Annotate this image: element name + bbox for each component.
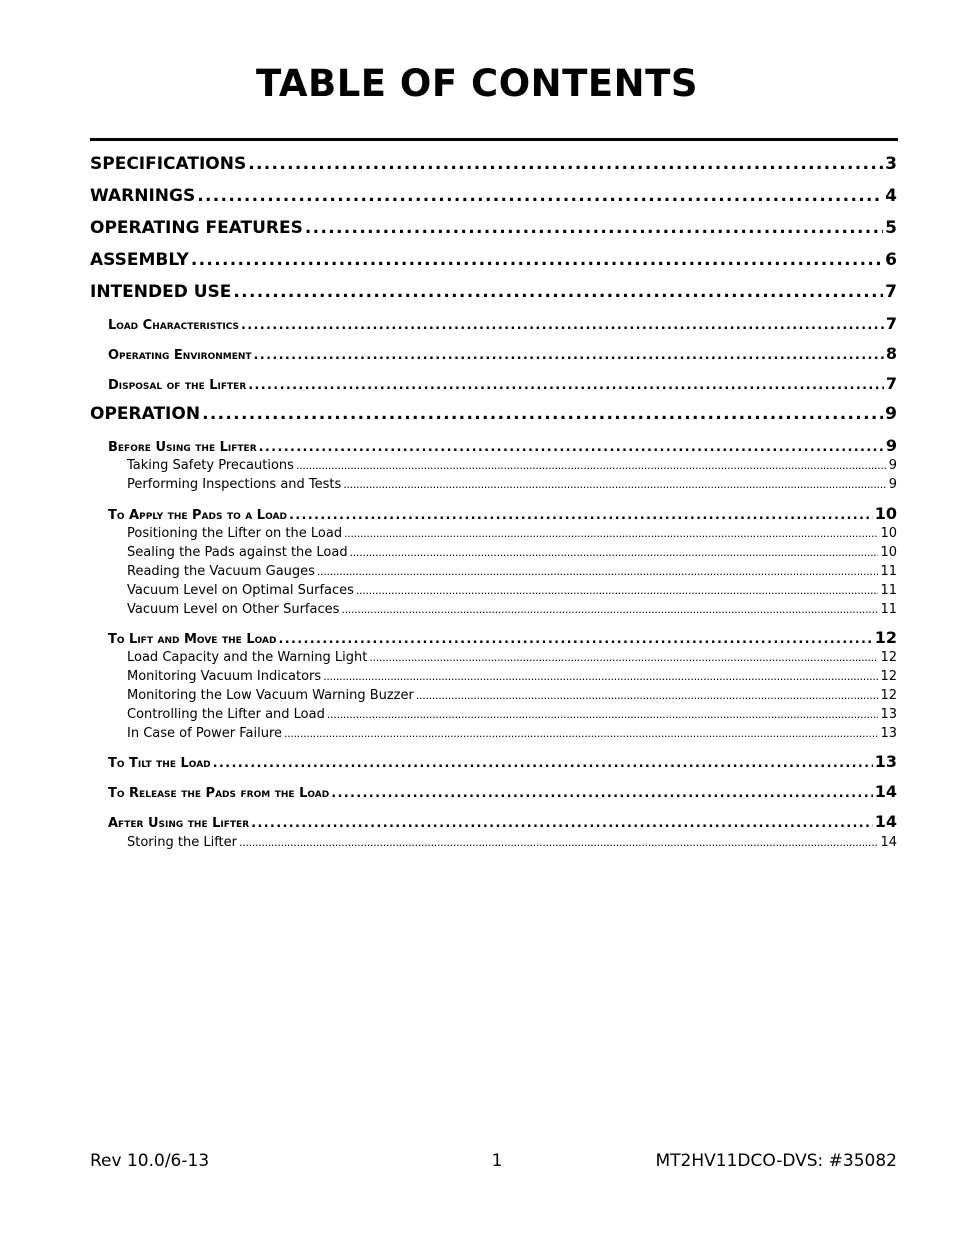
dot-leader xyxy=(350,545,879,560)
dot-leader xyxy=(289,508,873,523)
toc-label: In Case of Power Failure xyxy=(127,726,283,741)
toc-label: After Using the Lifter xyxy=(108,816,250,831)
toc-entry-monitoring-the-low-vacuum-warning-buzzer[interactable] xyxy=(127,688,897,706)
toc-page: 10 xyxy=(874,504,897,523)
toc-label: To Tilt the Load xyxy=(108,756,211,771)
toc-entry-monitoring-vacuum-indicators[interactable] xyxy=(127,669,897,687)
toc-label: To Release the Pads from the Load xyxy=(108,786,330,801)
toc-label: Positioning the Lifter on the Load xyxy=(127,526,343,541)
toc-entry-to-tilt-the-load[interactable] xyxy=(108,752,897,772)
toc-label: Vacuum Level on Optimal Surfaces xyxy=(127,583,354,598)
dot-leader xyxy=(356,583,879,598)
toc-page: 9 xyxy=(888,458,897,473)
toc-entry-storing-the-lifter[interactable] xyxy=(127,835,897,853)
dot-leader xyxy=(248,154,883,174)
toc-page: 7 xyxy=(885,282,897,302)
toc-entry-warnings[interactable] xyxy=(90,186,897,210)
toc-entry-to-lift-and-move-the-load[interactable] xyxy=(108,628,897,648)
toc-entry-reading-the-vacuum-gauges[interactable] xyxy=(127,564,897,582)
toc-page: 3 xyxy=(885,154,897,174)
dot-leader xyxy=(323,669,878,684)
dot-leader xyxy=(213,756,873,771)
toc-entry-positioning-the-lifter-on-the-load[interactable] xyxy=(127,526,897,544)
toc-label: Sealing the Pads against the Load xyxy=(127,545,348,560)
toc-entry-taking-safety-precautions[interactable] xyxy=(127,458,897,476)
toc-label: Load Characteristics xyxy=(108,318,239,333)
toc-entry-intended-use[interactable] xyxy=(90,282,897,306)
toc-page: 11 xyxy=(880,602,897,617)
toc-entry-after-using-the-lifter[interactable] xyxy=(108,812,897,832)
toc-entry-operating-environment[interactable] xyxy=(108,344,897,364)
toc-entry-to-release-the-pads-from-the-load[interactable] xyxy=(108,782,897,802)
toc-label: Monitoring Vacuum Indicators xyxy=(127,669,322,684)
footer-revision: Rev 10.0/6-13 xyxy=(90,1151,210,1171)
dot-leader xyxy=(191,250,883,270)
toc-page: 9 xyxy=(888,477,897,492)
toc-entry-before-using-the-lifter[interactable] xyxy=(108,436,897,456)
toc-page: 10 xyxy=(880,526,897,541)
dot-leader xyxy=(239,835,878,850)
toc-label: Before Using the Lifter xyxy=(108,440,257,455)
toc-label: To Apply the Pads to a Load xyxy=(108,508,287,523)
toc-entry-controlling-the-lifter-and-load[interactable] xyxy=(127,707,897,725)
dot-leader xyxy=(341,602,878,617)
dot-leader xyxy=(416,688,879,703)
dot-leader xyxy=(317,564,879,579)
dot-leader xyxy=(241,318,884,333)
toc-page: 12 xyxy=(880,650,897,665)
toc-label: Performing Inspections and Tests xyxy=(127,477,342,492)
toc-entry-operation[interactable] xyxy=(90,404,897,428)
toc-page: 12 xyxy=(874,628,897,647)
toc-entry-assembly[interactable] xyxy=(90,250,897,274)
toc-page: 9 xyxy=(885,436,897,455)
dot-leader xyxy=(344,526,878,541)
toc-page: 12 xyxy=(880,669,897,684)
dot-leader xyxy=(343,477,886,492)
toc-entry-performing-inspections-and-tests[interactable] xyxy=(127,477,897,495)
toc-entry-to-apply-the-pads-to-a-load[interactable] xyxy=(108,504,897,524)
dot-leader xyxy=(331,786,873,801)
toc-page: 11 xyxy=(880,583,897,598)
toc-page: 5 xyxy=(885,218,897,238)
toc-label: OPERATING FEATURES xyxy=(90,218,303,238)
dot-leader xyxy=(305,218,883,238)
toc-page: 14 xyxy=(874,812,897,831)
toc-label: Disposal of the Lifter xyxy=(108,378,247,393)
dot-leader xyxy=(296,458,887,473)
toc-entry-load-characteristics[interactable] xyxy=(108,314,897,334)
toc-label: Taking Safety Precautions xyxy=(127,458,294,473)
toc-label: To Lift and Move the Load xyxy=(108,632,277,647)
footer-document-id: MT2HV11DCO-DVS: #35082 xyxy=(655,1151,897,1171)
dot-leader xyxy=(197,186,883,206)
toc-label: Load Capacity and the Warning Light xyxy=(127,650,368,665)
dot-leader xyxy=(251,816,873,831)
toc-entry-in-case-of-power-failure[interactable] xyxy=(127,726,897,744)
toc-page: 14 xyxy=(880,835,897,850)
toc-page: 13 xyxy=(874,752,897,771)
dot-leader xyxy=(233,282,883,302)
toc-entry-load-capacity-and-the-warning-light[interactable] xyxy=(127,650,897,668)
toc-label: Vacuum Level on Other Surfaces xyxy=(127,602,340,617)
dot-leader xyxy=(259,440,884,455)
toc-page: 14 xyxy=(874,782,897,801)
toc-label: Controlling the Lifter and Load xyxy=(127,707,325,722)
toc-entry-operating-features[interactable] xyxy=(90,218,897,242)
page-title: TABLE OF CONTENTS xyxy=(256,62,698,105)
toc-page: 7 xyxy=(885,374,897,393)
toc-label: ASSEMBLY xyxy=(90,250,189,270)
dot-leader xyxy=(284,726,878,741)
toc-label: INTENDED USE xyxy=(90,282,232,302)
toc-label: Monitoring the Low Vacuum Warning Buzzer xyxy=(127,688,414,703)
toc-page: 4 xyxy=(885,186,897,206)
toc-page: 10 xyxy=(880,545,897,560)
toc-entry-specifications[interactable] xyxy=(90,154,897,178)
toc-entry-sealing-the-pads-against-the-load[interactable] xyxy=(127,545,897,563)
dot-leader xyxy=(278,632,872,647)
toc-page: 11 xyxy=(880,564,897,579)
toc-page: 13 xyxy=(880,707,897,722)
dot-leader xyxy=(248,378,884,393)
toc-page: 8 xyxy=(885,344,897,363)
toc-label: OPERATION xyxy=(90,404,201,424)
dot-leader xyxy=(327,707,879,722)
dot-leader xyxy=(369,650,878,665)
toc-entry-vacuum-level-on-optimal-surfaces[interactable] xyxy=(127,583,897,601)
toc-page: 12 xyxy=(880,688,897,703)
toc-entry-disposal-of-the-lifter[interactable] xyxy=(108,374,897,394)
toc-page: 6 xyxy=(885,250,897,270)
footer-page-number: 1 xyxy=(491,1151,503,1171)
toc-label: Reading the Vacuum Gauges xyxy=(127,564,315,579)
dot-leader xyxy=(202,404,883,424)
toc-label: Storing the Lifter xyxy=(127,835,237,850)
toc-page: 13 xyxy=(880,726,897,741)
toc-page: 7 xyxy=(885,314,897,333)
toc-label: WARNINGS xyxy=(90,186,196,206)
toc-page: 9 xyxy=(885,404,897,424)
dot-leader xyxy=(254,348,884,363)
toc-entry-vacuum-level-on-other-surfaces[interactable] xyxy=(127,602,897,620)
toc-label: Operating Environment xyxy=(108,348,252,363)
toc-label: SPECIFICATIONS xyxy=(90,154,247,174)
